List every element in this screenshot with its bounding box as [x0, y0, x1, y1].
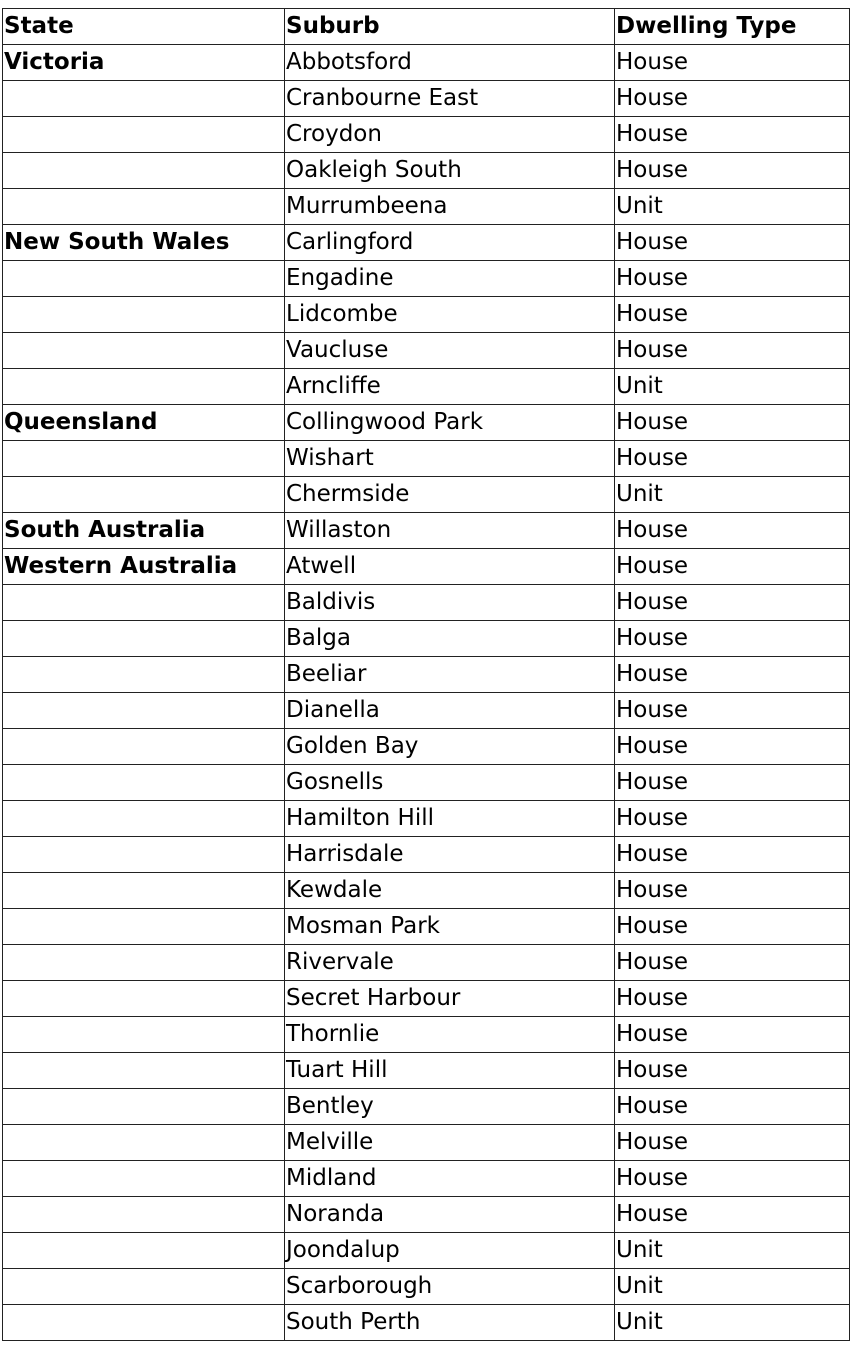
- cell-dwelling-type: Unit: [615, 1233, 850, 1269]
- cell-dwelling-type: House: [615, 405, 850, 441]
- cell-state: [3, 477, 285, 513]
- cell-state: Victoria: [3, 45, 285, 81]
- cell-state: [3, 1017, 285, 1053]
- table-row: [3, 369, 850, 405]
- cell-suburb: Vaucluse: [285, 333, 615, 369]
- table-row: [3, 765, 850, 801]
- cell-state: [3, 1197, 285, 1233]
- cell-state: [3, 1053, 285, 1089]
- cell-suburb: Oakleigh South: [285, 153, 615, 189]
- header-dwelling-type: Dwelling Type: [615, 9, 850, 45]
- cell-dwelling-type: House: [615, 81, 850, 117]
- cell-dwelling-type: House: [615, 45, 850, 81]
- cell-dwelling-type: House: [615, 1125, 850, 1161]
- cell-suburb: Collingwood Park: [285, 405, 615, 441]
- table-row: [3, 477, 850, 513]
- cell-dwelling-type: House: [615, 621, 850, 657]
- cell-suburb: Wishart: [285, 441, 615, 477]
- table-row: [3, 909, 850, 945]
- table-row: [3, 441, 850, 477]
- table-row: [3, 189, 850, 225]
- table-row: [3, 693, 850, 729]
- table-row: [3, 657, 850, 693]
- table-row: [3, 873, 850, 909]
- cell-state: [3, 873, 285, 909]
- cell-state: [3, 801, 285, 837]
- cell-dwelling-type: Unit: [615, 477, 850, 513]
- cell-state: [3, 585, 285, 621]
- cell-state: [3, 909, 285, 945]
- cell-dwelling-type: House: [615, 1053, 850, 1089]
- cell-dwelling-type: House: [615, 909, 850, 945]
- table-row: [3, 801, 850, 837]
- cell-suburb: Murrumbeena: [285, 189, 615, 225]
- cell-suburb: Tuart Hill: [285, 1053, 615, 1089]
- cell-dwelling-type: House: [615, 297, 850, 333]
- table-row: [3, 729, 850, 765]
- cell-state: Queensland: [3, 405, 285, 441]
- cell-suburb: Beeliar: [285, 657, 615, 693]
- cell-state: [3, 153, 285, 189]
- table-row: [3, 333, 850, 369]
- cell-suburb: Gosnells: [285, 765, 615, 801]
- cell-dwelling-type: House: [615, 765, 850, 801]
- cell-suburb: Golden Bay: [285, 729, 615, 765]
- cell-state: New South Wales: [3, 225, 285, 261]
- table-row: [3, 945, 850, 981]
- cell-suburb: South Perth: [285, 1305, 615, 1341]
- cell-suburb: Mosman Park: [285, 909, 615, 945]
- cell-state: [3, 1161, 285, 1197]
- cell-suburb: Thornlie: [285, 1017, 615, 1053]
- table-row: [3, 1233, 850, 1269]
- table-row: [3, 1161, 850, 1197]
- cell-suburb: Melville: [285, 1125, 615, 1161]
- cell-dwelling-type: House: [615, 261, 850, 297]
- table-row: [3, 1017, 850, 1053]
- cell-dwelling-type: Unit: [615, 369, 850, 405]
- table-row: [3, 225, 850, 261]
- cell-state: [3, 1233, 285, 1269]
- cell-suburb: Lidcombe: [285, 297, 615, 333]
- table-row: [3, 153, 850, 189]
- cell-suburb: Bentley: [285, 1089, 615, 1125]
- cell-suburb: Dianella: [285, 693, 615, 729]
- cell-suburb: Engadine: [285, 261, 615, 297]
- table-row: [3, 513, 850, 549]
- table-row: [3, 45, 850, 81]
- cell-suburb: Noranda: [285, 1197, 615, 1233]
- cell-dwelling-type: House: [615, 1017, 850, 1053]
- cell-suburb: Balga: [285, 621, 615, 657]
- cell-suburb: Arncliffe: [285, 369, 615, 405]
- table-row: [3, 117, 850, 153]
- cell-dwelling-type: House: [615, 873, 850, 909]
- table-row: [3, 621, 850, 657]
- cell-dwelling-type: House: [615, 1197, 850, 1233]
- cell-dwelling-type: House: [615, 441, 850, 477]
- table-row: [3, 837, 850, 873]
- cell-suburb: Rivervale: [285, 945, 615, 981]
- cell-dwelling-type: Unit: [615, 1305, 850, 1341]
- cell-state: [3, 81, 285, 117]
- cell-suburb: Harrisdale: [285, 837, 615, 873]
- table-header-row: [3, 9, 850, 45]
- table-row: [3, 981, 850, 1017]
- header-suburb: Suburb: [285, 9, 615, 45]
- cell-suburb: Willaston: [285, 513, 615, 549]
- cell-dwelling-type: House: [615, 1161, 850, 1197]
- table-row: [3, 1125, 850, 1161]
- cell-dwelling-type: Unit: [615, 189, 850, 225]
- cell-suburb: Carlingford: [285, 225, 615, 261]
- cell-state: [3, 837, 285, 873]
- cell-state: [3, 657, 285, 693]
- table-row: [3, 81, 850, 117]
- dwelling-table: [2, 8, 850, 1341]
- table-row: [3, 549, 850, 585]
- cell-dwelling-type: House: [615, 801, 850, 837]
- cell-suburb: Kewdale: [285, 873, 615, 909]
- cell-suburb: Abbotsford: [285, 45, 615, 81]
- cell-dwelling-type: House: [615, 153, 850, 189]
- cell-suburb: Cranbourne East: [285, 81, 615, 117]
- cell-state: [3, 1125, 285, 1161]
- cell-dwelling-type: House: [615, 1089, 850, 1125]
- table-row: [3, 1053, 850, 1089]
- table-row: [3, 1305, 850, 1341]
- cell-state: [3, 297, 285, 333]
- cell-state: Western Australia: [3, 549, 285, 585]
- cell-dwelling-type: House: [615, 117, 850, 153]
- cell-state: [3, 261, 285, 297]
- cell-suburb: Atwell: [285, 549, 615, 585]
- cell-state: [3, 441, 285, 477]
- cell-dwelling-type: House: [615, 729, 850, 765]
- cell-dwelling-type: House: [615, 837, 850, 873]
- table-row: [3, 1197, 850, 1233]
- cell-dwelling-type: House: [615, 693, 850, 729]
- cell-dwelling-type: House: [615, 981, 850, 1017]
- cell-state: [3, 729, 285, 765]
- cell-dwelling-type: House: [615, 333, 850, 369]
- table-row: [3, 1269, 850, 1305]
- cell-suburb: Chermside: [285, 477, 615, 513]
- cell-state: [3, 693, 285, 729]
- cell-state: [3, 621, 285, 657]
- cell-state: [3, 189, 285, 225]
- cell-state: [3, 117, 285, 153]
- cell-suburb: Midland: [285, 1161, 615, 1197]
- cell-state: South Australia: [3, 513, 285, 549]
- cell-state: [3, 369, 285, 405]
- cell-dwelling-type: House: [615, 585, 850, 621]
- cell-state: [3, 333, 285, 369]
- table-row: [3, 585, 850, 621]
- table-row: [3, 405, 850, 441]
- cell-suburb: Joondalup: [285, 1233, 615, 1269]
- cell-dwelling-type: House: [615, 513, 850, 549]
- header-state: State: [3, 9, 285, 45]
- cell-state: [3, 1269, 285, 1305]
- cell-suburb: Baldivis: [285, 585, 615, 621]
- cell-state: [3, 1305, 285, 1341]
- cell-dwelling-type: House: [615, 657, 850, 693]
- cell-suburb: Hamilton Hill: [285, 801, 615, 837]
- cell-state: [3, 765, 285, 801]
- table-body: [3, 45, 850, 1341]
- cell-suburb: Scarborough: [285, 1269, 615, 1305]
- cell-state: [3, 1089, 285, 1125]
- cell-suburb: Croydon: [285, 117, 615, 153]
- table-row: [3, 297, 850, 333]
- cell-state: [3, 945, 285, 981]
- table-row: [3, 261, 850, 297]
- cell-dwelling-type: House: [615, 549, 850, 585]
- cell-state: [3, 981, 285, 1017]
- cell-suburb: Secret Harbour: [285, 981, 615, 1017]
- table-row: [3, 1089, 850, 1125]
- cell-dwelling-type: House: [615, 225, 850, 261]
- cell-dwelling-type: House: [615, 945, 850, 981]
- cell-dwelling-type: Unit: [615, 1269, 850, 1305]
